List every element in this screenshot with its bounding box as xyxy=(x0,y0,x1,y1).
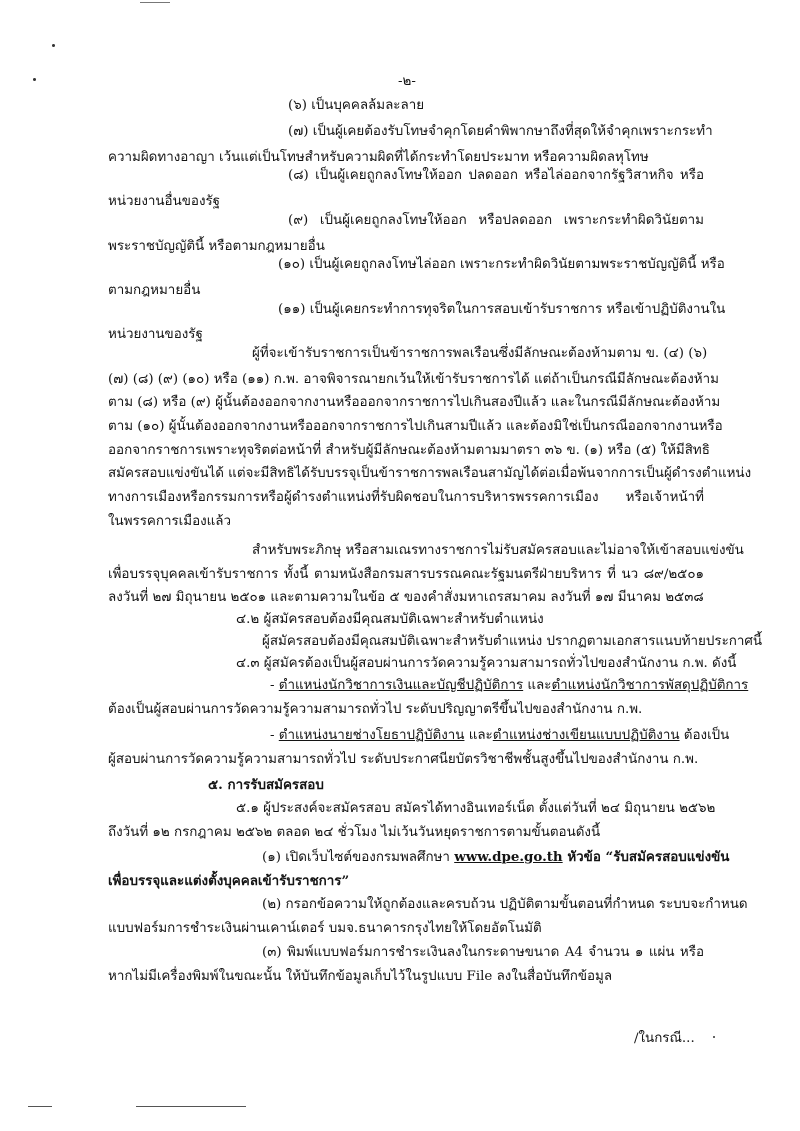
scan-speck xyxy=(33,78,36,81)
step-3-line-2: หากไม่มีเครื่องพิมพ์ในขณะนั้น ให้บันทึกข้อมูลเก็บไว้ในรูปแบบ File ลงในสื่อบันทึกข้อมูล xyxy=(108,969,613,984)
section-4-3-item-a-line-2: ต้องเป็นผู้สอบผ่านการวัดความรู้ความสามารถทั่วไป ระดับปริญญาตรีขึ้นไปของสำนักงาน ก.พ. xyxy=(108,702,643,717)
scan-bottom-rule xyxy=(28,1106,52,1107)
item-7-line-2: ความผิดทางอาญา เว้นแต่เป็นโทษสำหรับความผิดที่ได้กระทำโดยประมาท หรือความผิดลหุโทษ xyxy=(108,150,649,165)
item-11-line-2: หน่วยงานของรัฐ xyxy=(108,327,203,342)
section-5-heading: ๕. การรับสมัครสอบ xyxy=(208,777,324,793)
exception-line-3: ตาม (๘) หรือ (๙) ผู้นั้นต้องออกจากงานหรือออกจากราชการไปเกินสองปีแล้ว และในกรณีมีลักษณะต้องห้าม xyxy=(108,395,721,410)
step-3-line-1: (๓) พิมพ์แบบฟอร์มการชำระเงินลงในกระดาษขนาด A4 จำนวน ๑ แผ่น หรือ xyxy=(262,945,704,960)
section-4-3-item-b-line-1 xyxy=(270,728,729,744)
section-5-1-line-2: ถึงวันที่ ๑๒ กรกฎาคม ๒๕๖๒ ตลอด ๒๔ ชั่วโมง ไม่เว้นวันหยุดราชการตามขั้นตอนดังนี้ xyxy=(108,825,601,840)
section-5-1-line-1: ๕.๑ ผู้ประสงค์จะสมัครสอบ สมัครได้ทางอินเทอร์เน็ต ตั้งแต่วันที่ ๒๔ มิถุนายน ๒๕๖๒ xyxy=(236,801,716,816)
page-number: -๒- xyxy=(398,74,416,89)
item-9-line-2: พระราชบัญญัตินี้ หรือตามกฎหมายอื่น xyxy=(108,239,325,254)
item-7-line-1: (๗) เป็นผู้เคยต้องรับโทษจำคุกโดยคำพิพากษาถึงที่สุดให้จำคุกเพราะกระทำ xyxy=(288,124,713,139)
section-4-3-item-b-line-2: ผู้สอบผ่านการวัดความรู้ความสามารถทั่วไป ระดับประกาศนียบัตรวิชาชีพชั้นสูงขึ้นไปของสำนักงาน ก.พ. xyxy=(108,752,699,767)
position-finance: ตำแหน่งนักวิชาการเงินและบัญชีปฏิบัติการ xyxy=(278,678,524,693)
dash: - xyxy=(270,728,279,743)
exception-line-4: ตาม (๑๐) ผู้นั้นต้องออกจากงานหรือออกจากราชการไปเกินสามปีแล้ว และต้องมิใช่เป็นกรณีออกจากงานหรือ xyxy=(108,419,723,434)
exception-line-8: ในพรรคการเมืองแล้ว xyxy=(108,514,232,529)
exception-line-1: ผู้ที่จะเข้ารับราชการเป็นข้าราชการพลเรือนซึ่งมีลักษณะต้องห้ามตาม ข. (๔) (๖) xyxy=(252,346,708,361)
step-1-line-2: เพื่อบรรจุและแต่งตั้งบุคคลเข้ารับราชการ” xyxy=(108,873,350,889)
position-civil-technician: ตำแหน่งนายช่างโยธาปฏิบัติงาน xyxy=(278,728,465,743)
monks-line-2: เพื่อบรรจุบุคคลเข้ารับราชการ ทั้งนี้ ตามหนังสือกรมสารบรรณคณะรัฐมนตรีฝ่ายบริหาร ที่ นว ๘๙/๒๕๐๑ xyxy=(108,567,704,582)
continuation-marker: /ในกรณี... xyxy=(634,1031,695,1046)
item-6: (๖) เป็นบุคคลล้มละลาย xyxy=(288,98,425,113)
conjunction: และ xyxy=(523,678,552,693)
item-10-line-1: (๑๐) เป็นผู้เคยถูกลงโทษไล่ออก เพราะกระทำผิดวินัยตามพระราชบัญญัตินี้ หรือ xyxy=(278,257,725,272)
monks-line-1: สำหรับพระภิกษุ หรือสามเณรทางราชการไม่รับสมัครสอบและไม่อาจให้เข้าสอบแข่งขัน xyxy=(252,543,744,558)
topic-label: หัวข้อ xyxy=(562,849,601,865)
scan-top-rule xyxy=(140,2,170,3)
step-2-line-1: (๒) กรอกข้อความให้ถูกต้องและครบถ้วน ปฏิบัติตามขั้นตอนที่กำหนด ระบบจะกำหนด xyxy=(262,897,748,912)
exception-line-5: ออกจากราชการเพราะทุจริตต่อหน้าที่ สำหรับผู้มีลักษณะต้องห้ามตามมาตรา ๓๖ ข. (๑) หรือ (๕) ให้มีสิทธิ xyxy=(108,443,710,458)
position-procurement: ตำแหน่งนักวิชาการพัสดุปฏิบัติการ xyxy=(551,678,749,693)
scan-bottom-rule xyxy=(136,1106,246,1107)
exception-line-6: สมัครสอบแข่งขันได้ แต่จะมีสิทธิได้รับบรรจุเป็นข้าราชการพลเรือนสามัญได้ต่อเมื่อพ้นจากการเป็นผู้ดำรงตำแหน่ง xyxy=(108,466,752,481)
step-1-text: (๑) เปิดเว็บไซต์ของกรมพลศึกษา xyxy=(262,850,455,865)
section-4-3-title: ๔.๓ ผู้สมัครต้องเป็นผู้สอบผ่านการวัดความรู้ความสามารถทั่วไปของสำนักงาน ก.พ. ดังนี้ xyxy=(236,656,737,671)
monks-line-3: ลงวันที่ ๒๗ มิถุนายน ๒๕๐๑ และตามความในข้อ ๕ ของคำสั่งมหาเถรสมาคม ลงวันที่ ๑๗ มีนาคม ๒๕๓๘ xyxy=(108,590,704,605)
step-2-line-2: แบบฟอร์มการชำระเงินผ่านเคาน์เตอร์ บมจ.ธนาคารกรุงไทยให้โดยอัตโนมัติ xyxy=(108,921,542,936)
step-1-line-1 xyxy=(262,849,729,866)
item-11-line-1: (๑๑) เป็นผู้เคยกระทำการทุจริตในการสอบเข้ารับราชการ หรือเข้าปฏิบัติงานใน xyxy=(278,302,726,317)
topic-quote: “รับสมัครสอบแข่งขัน xyxy=(600,849,730,865)
exception-line-7: ทางการเมืองหรือกรรมการหรือผู้ดำรงตำแหน่งที่รับผิดชอบในการบริหารพรรคการเมือง หรือเจ้าหน้าที่ xyxy=(108,490,704,505)
section-4-2-body: ผู้สมัครสอบต้องมีคุณสมบัติเฉพาะสำหรับตำแหน่ง ปรากฏตามเอกสารแนบท้ายประกาศนี้ xyxy=(262,634,763,649)
position-draftsman: ตำแหน่งช่างเขียนแบบปฏิบัติงาน xyxy=(492,728,680,743)
scan-speck xyxy=(713,1036,715,1038)
section-4-3-item-a-line-1 xyxy=(270,678,748,694)
item-8-line-1: (๘) เป็นผู้เคยถูกลงโทษให้ออก ปลดออก หรือไล่ออกจากรัฐวิสาหกิจ หรือ xyxy=(288,168,704,183)
item-8-line-2: หน่วยงานอื่นของรัฐ xyxy=(108,194,221,209)
website-link[interactable]: www.dpe.go.th xyxy=(454,849,563,865)
scan-speck xyxy=(52,44,55,47)
dash: - xyxy=(270,678,279,693)
clause-end: ต้องเป็น xyxy=(679,728,730,743)
conjunction: และ xyxy=(464,728,493,743)
item-9-line-1: (๙) เป็นผู้เคยถูกลงโทษให้ออก หรือปลดออก เพราะกระทำผิดวินัยตาม xyxy=(288,213,704,228)
exception-line-2: (๗) (๘) (๙) (๑๐) หรือ (๑๑) ก.พ. อาจพิจารณายกเว้นให้เข้ารับราชการได้ แต่ถ้าเป็นกรณีมีลักษณะต้องห้าม xyxy=(108,372,719,387)
section-4-2-title: ๔.๒ ผู้สมัครสอบต้องมีคุณสมบัติเฉพาะสำหรับตำแหน่ง xyxy=(236,612,544,627)
item-10-line-2: ตามกฎหมายอื่น xyxy=(108,283,201,298)
